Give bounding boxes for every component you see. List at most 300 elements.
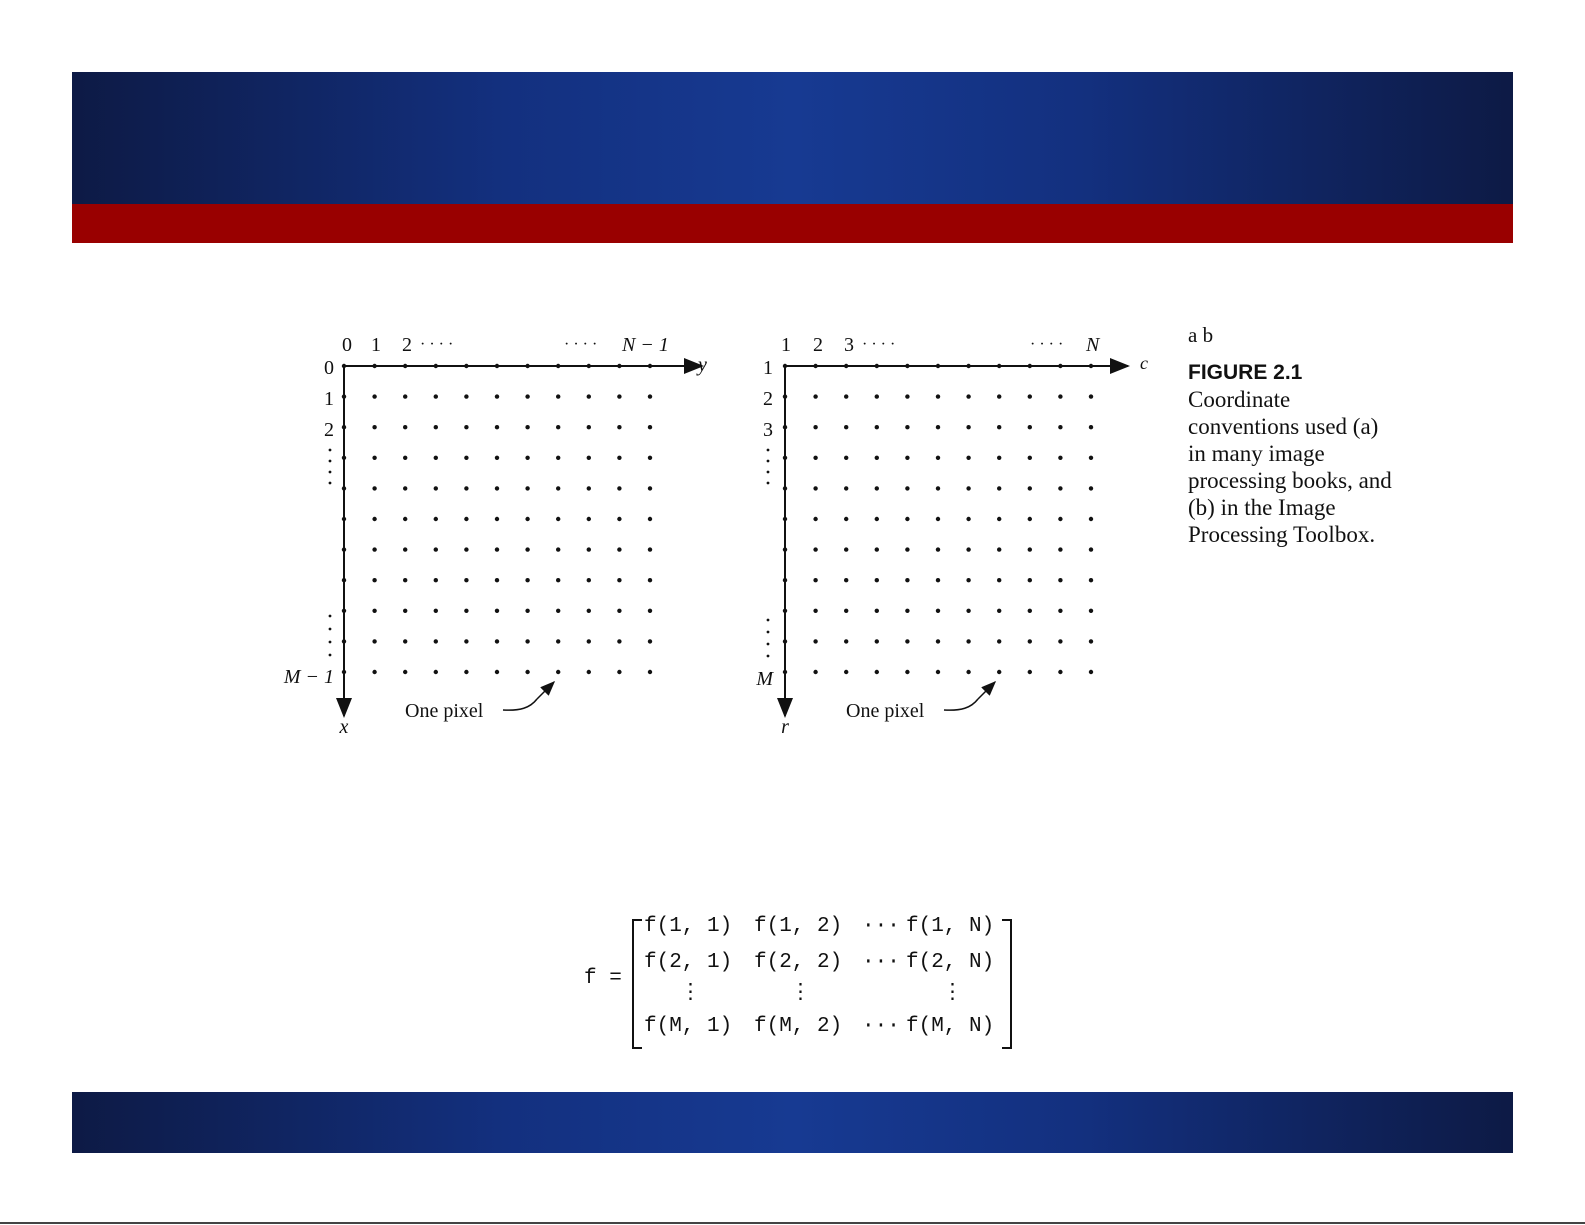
pixel-dot <box>434 609 438 613</box>
pixel-dot <box>617 670 621 674</box>
pixel-dot <box>936 425 940 429</box>
pixel-dot <box>905 425 909 429</box>
pixel-dot <box>1058 609 1062 613</box>
pixel-dot <box>372 486 376 490</box>
image-matrix-equation <box>584 915 1024 1050</box>
pixel-dot <box>783 517 787 521</box>
panel-a-row-label-1: 1 <box>324 388 334 410</box>
pixel-dot <box>936 670 940 674</box>
pixel-dot <box>936 517 940 521</box>
pixel-dot <box>464 639 468 643</box>
pixel-dot <box>495 394 499 398</box>
pixel-dot <box>648 639 652 643</box>
pixel-dot <box>648 547 652 551</box>
panel-a-row-label-0: 0 <box>324 357 334 379</box>
pixel-dot <box>525 425 529 429</box>
pixel-dot <box>966 547 970 551</box>
panel-b-row-label-end: M <box>756 668 773 690</box>
panel-a-col-label-0: 0 <box>342 334 352 356</box>
pixel-dot <box>372 425 376 429</box>
pixel-dot <box>372 670 376 674</box>
pixel-dot <box>844 609 848 613</box>
pixel-dot <box>525 456 529 460</box>
pixel-dot <box>1028 394 1032 398</box>
pixel-dot <box>525 394 529 398</box>
pixel-dot <box>1028 547 1032 551</box>
pixel-dot <box>813 639 817 643</box>
pixel-dot <box>813 517 817 521</box>
pixel-dot <box>525 486 529 490</box>
pixel-dot <box>434 456 438 460</box>
pixel-dot <box>813 578 817 582</box>
pixel-dot <box>936 394 940 398</box>
pixel-dot <box>495 486 499 490</box>
pixel-dot <box>997 639 1001 643</box>
pixel-dot <box>617 639 621 643</box>
pixel-dot <box>997 670 1001 674</box>
pixel-dot <box>525 609 529 613</box>
panel-b-row-label-1: 1 <box>763 357 773 379</box>
pixel-dot <box>464 394 468 398</box>
pixel-dot <box>1089 609 1093 613</box>
pixel-dot <box>617 394 621 398</box>
panel-a-col-label-end: N − 1 <box>622 334 669 356</box>
pixel-dot <box>434 425 438 429</box>
pixel-dot <box>525 364 529 368</box>
pixel-dot <box>617 517 621 521</box>
pixel-dot <box>875 517 879 521</box>
pixel-dot <box>905 517 909 521</box>
pixel-dot <box>1089 670 1093 674</box>
pixel-dot <box>997 456 1001 460</box>
pixel-dot <box>403 639 407 643</box>
pixel-dot <box>495 639 499 643</box>
pixel-dot <box>434 486 438 490</box>
caption-panel-letters: a b <box>1188 323 1214 347</box>
pixel-dot <box>936 547 940 551</box>
pixel-dot <box>936 609 940 613</box>
pixel-dot <box>556 578 560 582</box>
matrix-cell: f(2, 2) <box>754 951 843 974</box>
panel-a-horizontal-axis-label: y <box>698 354 707 376</box>
pixel-dot <box>495 425 499 429</box>
pixel-dot <box>587 394 591 398</box>
pixel-dot <box>342 670 346 674</box>
pixel-dot <box>648 578 652 582</box>
pixel-dot <box>495 578 499 582</box>
pixel-dot <box>403 486 407 490</box>
pixel-dot <box>556 609 560 613</box>
pixel-dot <box>966 609 970 613</box>
pixel-dot <box>936 486 940 490</box>
pixel-dot <box>1028 425 1032 429</box>
pixel-dot <box>556 517 560 521</box>
matrix-cell: ··· <box>862 1015 900 1038</box>
pixel-dot <box>844 456 848 460</box>
pixel-dot <box>342 364 346 368</box>
pixel-dot <box>813 670 817 674</box>
pixel-dot <box>1089 425 1093 429</box>
pixel-dot <box>556 456 560 460</box>
pixel-dot <box>464 578 468 582</box>
pixel-dot <box>997 425 1001 429</box>
panel-a-row-label-2: 2 <box>324 419 334 441</box>
pixel-dot <box>372 517 376 521</box>
panel-a-pixel-pointer <box>503 699 537 710</box>
panel-a-pixel-label: One pixel <box>405 700 484 722</box>
pixel-dot <box>495 547 499 551</box>
matrix-right-bracket <box>1002 919 1012 1049</box>
pixel-dot <box>997 578 1001 582</box>
pixel-dot <box>648 517 652 521</box>
pixel-dot <box>783 609 787 613</box>
pixel-dot <box>966 517 970 521</box>
pixel-dot <box>1028 517 1032 521</box>
pixel-dot <box>936 364 940 368</box>
panel-b-pixel-label: One pixel <box>846 700 925 722</box>
pixel-dot <box>875 639 879 643</box>
pixel-dot <box>966 364 970 368</box>
pixel-dot <box>783 578 787 582</box>
pixel-dot <box>875 425 879 429</box>
pixel-dot <box>434 394 438 398</box>
panel-b-vertical-axis-label: r <box>781 716 789 738</box>
panel-b-row-ellipsis-top <box>767 449 770 485</box>
pixel-dot <box>905 670 909 674</box>
panel-a-row-label-end: M − 1 <box>283 666 334 688</box>
panel-a-row-ellipsis-bottom <box>329 615 332 657</box>
panel-a-col-label-2: 2 <box>402 334 412 356</box>
pixel-dot <box>905 364 909 368</box>
pixel-dot <box>464 517 468 521</box>
pixel-dot <box>587 578 591 582</box>
pixel-dot <box>403 609 407 613</box>
pixel-dot <box>905 547 909 551</box>
pixel-dot <box>403 547 407 551</box>
pixel-dot <box>587 639 591 643</box>
pixel-dot <box>844 364 848 368</box>
panel-b-diagram <box>755 334 1148 738</box>
pixel-dot <box>936 578 940 582</box>
pixel-dot <box>1058 639 1062 643</box>
panel-a-col-dots: · · · · <box>420 336 454 353</box>
pixel-dot <box>1058 517 1062 521</box>
panel-a-diagram <box>283 334 707 738</box>
pixel-dot <box>1058 425 1062 429</box>
pixel-dot <box>464 456 468 460</box>
matrix-cell: ⋮ <box>942 982 963 1005</box>
matrix-cell: f(1, N) <box>906 915 995 938</box>
pixel-dot <box>1058 394 1062 398</box>
pixel-dot <box>844 547 848 551</box>
pixel-dot <box>997 517 1001 521</box>
pixel-dot <box>403 364 407 368</box>
matrix-cell: f(M, 2) <box>754 1015 843 1038</box>
pixel-dot <box>556 364 560 368</box>
pixel-dot <box>342 609 346 613</box>
panel-b-col-label-1: 1 <box>781 334 791 356</box>
pixel-dot <box>464 670 468 674</box>
pixel-dot <box>844 670 848 674</box>
pixel-dot <box>587 517 591 521</box>
pixel-dot <box>403 456 407 460</box>
pixel-dot <box>875 364 879 368</box>
pixel-dot <box>342 517 346 521</box>
pixel-dot <box>905 578 909 582</box>
pixel-dot <box>372 609 376 613</box>
pixel-dot <box>1058 547 1062 551</box>
pixel-dot <box>1089 639 1093 643</box>
pixel-dot <box>464 364 468 368</box>
pixel-dot <box>844 639 848 643</box>
pixel-dot <box>997 394 1001 398</box>
pixel-dot <box>1058 578 1062 582</box>
pixel-dot <box>875 394 879 398</box>
pixel-dot <box>464 547 468 551</box>
pixel-dot <box>556 670 560 674</box>
pixel-dot <box>1028 639 1032 643</box>
pixel-dot <box>844 425 848 429</box>
pixel-dot <box>813 486 817 490</box>
pixel-dot <box>966 456 970 460</box>
panel-a-row-ellipsis-top <box>329 449 332 485</box>
pixel-dot <box>1028 486 1032 490</box>
pixel-dot <box>966 639 970 643</box>
pixel-dot <box>434 578 438 582</box>
panel-b-row-label-3: 3 <box>763 419 773 441</box>
pixel-dot <box>1028 456 1032 460</box>
pixel-dot <box>372 547 376 551</box>
pixel-dot <box>342 425 346 429</box>
pixel-dot <box>875 578 879 582</box>
pixel-dot <box>648 456 652 460</box>
pixel-dot <box>525 547 529 551</box>
pixel-dot <box>997 609 1001 613</box>
pixel-dot <box>617 578 621 582</box>
panel-b-col-dots: · · · · <box>862 336 896 353</box>
pixel-dot <box>966 425 970 429</box>
matrix-cell: f(1, 1) <box>644 915 733 938</box>
pixel-dot <box>403 578 407 582</box>
pixel-dot <box>587 364 591 368</box>
pixel-dot <box>525 639 529 643</box>
pixel-dot <box>1089 547 1093 551</box>
pixel-dot <box>617 456 621 460</box>
pixel-dot <box>905 609 909 613</box>
pixel-dot <box>617 425 621 429</box>
pixel-dot <box>342 578 346 582</box>
pixel-dot <box>434 517 438 521</box>
panel-b-col-end-dots: · · · · <box>1030 336 1064 353</box>
pixel-dot <box>464 486 468 490</box>
pixel-dot <box>434 547 438 551</box>
pixel-dot <box>1089 517 1093 521</box>
pixel-dot <box>1089 456 1093 460</box>
pixel-dot <box>372 639 376 643</box>
panel-b-col-label-3: 3 <box>844 334 854 356</box>
pixel-dot <box>813 394 817 398</box>
pixel-dot <box>1028 609 1032 613</box>
pixel-dot <box>966 394 970 398</box>
pixel-dot <box>342 639 346 643</box>
pixel-dot <box>556 639 560 643</box>
pixel-dot <box>648 609 652 613</box>
caption-figure-label: FIGURE 2.1 <box>1188 361 1303 384</box>
pixel-dot <box>875 456 879 460</box>
pixel-dot <box>1089 394 1093 398</box>
pixel-dot <box>372 456 376 460</box>
pixel-dot <box>495 364 499 368</box>
pixel-dot <box>905 456 909 460</box>
pixel-dot <box>495 609 499 613</box>
pixel-dot <box>617 364 621 368</box>
pixel-dot <box>464 425 468 429</box>
pixel-dot <box>997 547 1001 551</box>
panel-b-horizontal-axis-label: c <box>1140 353 1148 373</box>
pixel-dot <box>783 547 787 551</box>
pixel-dot <box>844 517 848 521</box>
pixel-dot <box>648 670 652 674</box>
pixel-dot <box>342 547 346 551</box>
matrix-cell: f(2, 1) <box>644 951 733 974</box>
pixel-dot <box>434 639 438 643</box>
pixel-dot <box>587 486 591 490</box>
matrix-cell: ··· <box>862 951 900 974</box>
pixel-dot <box>556 394 560 398</box>
caption-text: Coordinate conventions used (a) in many image processing books, and (b) in the Image Processing Toolbox. <box>1188 387 1392 547</box>
pixel-dot <box>905 639 909 643</box>
pixel-dot <box>844 486 848 490</box>
panel-a-pixel-arrow <box>537 682 554 699</box>
pixel-dot <box>783 486 787 490</box>
pixel-dot <box>813 425 817 429</box>
panel-a-pixel-grid <box>342 364 652 674</box>
pixel-dot <box>587 425 591 429</box>
pixel-dot <box>875 670 879 674</box>
pixel-dot <box>648 486 652 490</box>
matrix-cell: ··· <box>862 915 900 938</box>
pixel-dot <box>372 364 376 368</box>
pixel-dot <box>372 394 376 398</box>
pixel-dot <box>783 364 787 368</box>
matrix-lhs: f = <box>584 967 622 990</box>
pixel-dot <box>875 486 879 490</box>
panel-b-pixel-pointer <box>944 699 978 710</box>
pixel-dot <box>648 394 652 398</box>
pixel-dot <box>1028 364 1032 368</box>
pixel-dot <box>966 670 970 674</box>
pixel-dot <box>1028 578 1032 582</box>
panel-b-col-label-2: 2 <box>813 334 823 356</box>
matrix-cell: ⋮ <box>680 982 701 1005</box>
panel-a-col-end-dots: · · · · <box>564 336 598 353</box>
pixel-dot <box>556 425 560 429</box>
pixel-dot <box>495 670 499 674</box>
pixel-dot <box>495 456 499 460</box>
panel-a-vertical-axis-label: x <box>339 716 349 738</box>
pixel-dot <box>905 394 909 398</box>
panel-b-row-label-2: 2 <box>763 388 773 410</box>
pixel-dot <box>875 609 879 613</box>
pixel-dot <box>966 486 970 490</box>
pixel-dot <box>617 547 621 551</box>
pixel-dot <box>813 456 817 460</box>
pixel-dot <box>617 486 621 490</box>
pixel-dot <box>813 547 817 551</box>
pixel-dot <box>813 609 817 613</box>
panel-a-col-label-1: 1 <box>371 334 381 356</box>
pixel-dot <box>844 394 848 398</box>
pixel-dot <box>813 364 817 368</box>
figure-caption <box>1188 322 1398 548</box>
pixel-dot <box>936 639 940 643</box>
pixel-dot <box>783 456 787 460</box>
pixel-dot <box>783 670 787 674</box>
pixel-dot <box>997 364 1001 368</box>
matrix-cell: f(M, 1) <box>644 1015 733 1038</box>
pixel-dot <box>342 456 346 460</box>
pixel-dot <box>936 456 940 460</box>
pixel-dot <box>342 486 346 490</box>
pixel-dot <box>587 670 591 674</box>
pixel-dot <box>1058 456 1062 460</box>
pixel-dot <box>648 425 652 429</box>
panel-b-col-label-end: N <box>1086 334 1100 356</box>
pixel-dot <box>525 517 529 521</box>
pixel-dot <box>783 394 787 398</box>
pixel-dot <box>783 425 787 429</box>
pixel-dot <box>783 639 787 643</box>
pixel-dot <box>997 486 1001 490</box>
pixel-dot <box>1058 486 1062 490</box>
pixel-dot <box>403 517 407 521</box>
pixel-dot <box>525 578 529 582</box>
pixel-dot <box>617 609 621 613</box>
pixel-dot <box>966 578 970 582</box>
pixel-dot <box>1058 364 1062 368</box>
pixel-dot <box>464 609 468 613</box>
pixel-dot <box>844 578 848 582</box>
pixel-dot <box>1089 486 1093 490</box>
pixel-dot <box>587 609 591 613</box>
matrix-cell: ⋮ <box>790 982 811 1005</box>
pixel-dot <box>525 670 529 674</box>
pixel-dot <box>342 394 346 398</box>
pixel-dot <box>556 547 560 551</box>
pixel-dot <box>1058 670 1062 674</box>
pixel-dot <box>1028 670 1032 674</box>
pixel-dot <box>556 486 560 490</box>
panel-b-pixel-arrow <box>978 682 995 699</box>
pixel-dot <box>372 578 376 582</box>
matrix-cell: f(M, N) <box>906 1015 995 1038</box>
matrix-cell: f(2, N) <box>906 951 995 974</box>
pixel-dot <box>905 486 909 490</box>
pixel-dot <box>403 394 407 398</box>
panel-b-pixel-grid <box>783 364 1093 674</box>
pixel-dot <box>434 670 438 674</box>
matrix-cell: f(1, 2) <box>754 915 843 938</box>
matrix-left-bracket <box>632 919 642 1049</box>
pixel-dot <box>1089 364 1093 368</box>
pixel-dot <box>587 456 591 460</box>
pixel-dot <box>1089 578 1093 582</box>
pixel-dot <box>403 670 407 674</box>
pixel-dot <box>587 547 591 551</box>
panel-b-row-ellipsis-bottom <box>767 619 770 658</box>
pixel-dot <box>403 425 407 429</box>
pixel-dot <box>648 364 652 368</box>
